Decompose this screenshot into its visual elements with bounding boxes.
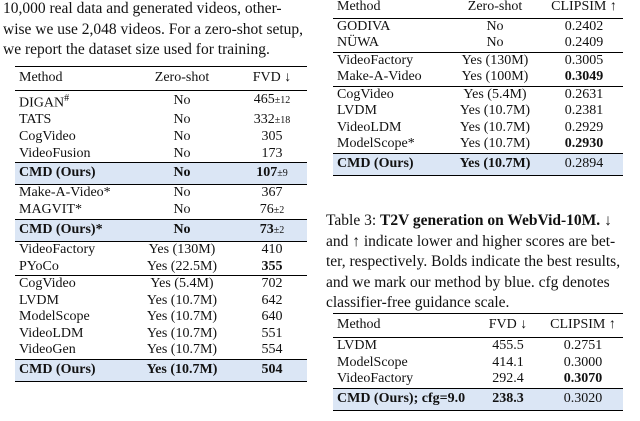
method-cell: ModelScope: [19, 309, 90, 325]
table-row: [15, 90, 307, 112]
column-header: FVD ↓: [473, 314, 543, 338]
fvd-cell: [237, 220, 307, 242]
table-row: [333, 69, 623, 86]
webvid-table-grid: [333, 313, 623, 411]
fvd-cell: [237, 309, 307, 326]
column-header: Zero-shot: [127, 66, 237, 90]
table-row: [15, 242, 307, 259]
table-row: [333, 371, 623, 388]
column-header: Method: [333, 314, 473, 338]
fvd-cell: [237, 293, 307, 310]
table-row: [15, 309, 307, 326]
zero-shot-cell: Yes (5.4M): [445, 86, 545, 103]
fvd-value: 76: [259, 201, 274, 217]
method-cell: CMD (Ours): [15, 359, 127, 381]
caption-label: Table 3:: [326, 212, 377, 229]
method-cell: GODIVA: [337, 18, 391, 34]
table-row: [15, 359, 307, 381]
zero-shot-cell: Yes (10.7M): [146, 309, 218, 325]
table-row: [333, 355, 623, 372]
fvd-cell: [237, 112, 307, 130]
caption-line-1: [326, 211, 638, 232]
header-row: [333, 0, 623, 18]
clipsim-table-grid: [333, 0, 623, 176]
clipsim-cell: 0.2409: [564, 35, 604, 50]
method-cell: VideoLDM: [337, 119, 402, 135]
fvd-cell: [237, 146, 307, 163]
fvd-std: ±2: [273, 224, 285, 236]
column-header: Method: [333, 0, 445, 18]
method-cell: PYoCo: [19, 258, 59, 274]
zero-shot-cell: No: [173, 202, 191, 218]
fvd-cell: [237, 185, 307, 202]
caption-line: classifier-free guidance scale.: [326, 294, 510, 311]
zero-shot-cell: No: [127, 185, 237, 202]
zero-shot-cell: No: [486, 35, 504, 50]
column-header: Zero-shot: [445, 0, 545, 18]
method-cell: VideoGen: [19, 342, 76, 358]
superscript: #: [64, 92, 70, 104]
fvd-std: ±12: [274, 95, 291, 107]
zero-shot-cell: Yes (130M): [127, 242, 237, 259]
zero-shot-cell: Yes (5.4M): [127, 276, 237, 293]
fvd-cell: 455.5: [492, 338, 524, 353]
table-caption: [326, 211, 638, 314]
table-row: [15, 112, 307, 130]
table-row: [333, 153, 623, 175]
zero-shot-cell: Yes (10.7M): [459, 119, 531, 135]
fvd-cell: 292.4: [492, 371, 524, 386]
caption-line: ter, respectively. Bolds indicate the best results,: [326, 253, 621, 270]
fvd-cell: 414.1: [492, 354, 524, 370]
table-row: [333, 120, 623, 137]
table-row: [333, 136, 623, 153]
table-row: [333, 388, 623, 410]
method-cell: CogVideo: [15, 276, 127, 293]
method-cell: VideoFactory: [15, 242, 127, 259]
fvd-value: 642: [261, 292, 283, 308]
method-cell: CMD (Ours): [15, 163, 127, 185]
intro-paragraph: [3, 0, 303, 61]
clipsim-cell: 0.2631: [545, 86, 623, 103]
zero-shot-cell: No: [127, 163, 237, 185]
table-row: [15, 220, 307, 242]
caption-arrow: ↓: [604, 212, 612, 229]
clipsim-cell: 0.2751: [563, 338, 603, 353]
fvd-std: ±2: [273, 204, 285, 216]
method-cell: Make-A-Video*: [15, 185, 127, 202]
method-cell: VideoLDM: [19, 325, 84, 341]
table-row: [333, 52, 623, 69]
zero-shot-cell: No: [173, 145, 191, 161]
method-cell: VideoFactory: [333, 52, 445, 69]
fvd-value: 410: [261, 242, 283, 258]
table-row: [333, 86, 623, 103]
column-header: Method: [15, 66, 127, 90]
fvd-cell: [237, 129, 307, 146]
method-cell: MAGVIT*: [19, 202, 82, 218]
intro-line: wise we use 2,048 videos. For a zero-shot setup,: [3, 20, 304, 38]
fvd-table-grid: [15, 66, 307, 382]
clipsim-cell: 0.3020: [543, 388, 623, 410]
zero-shot-cell: Yes (100M): [461, 69, 529, 84]
zero-shot-cell: Yes (22.5M): [146, 258, 218, 274]
fvd-std: ±9: [277, 167, 288, 179]
zero-shot-cell: No: [173, 129, 191, 145]
table-row: [15, 342, 307, 359]
method-cell: ModelScope: [337, 354, 408, 370]
zero-shot-cell: Yes (10.7M): [127, 359, 237, 381]
table-row: [15, 146, 307, 163]
table-row: [333, 103, 623, 120]
fvd-cell: [237, 202, 307, 220]
zero-shot-cell: Yes (10.7M): [445, 153, 545, 175]
fvd-table: [15, 66, 307, 382]
method-cell: ModelScope*: [337, 136, 415, 151]
table-row: [15, 326, 307, 343]
fvd-cell: [237, 276, 307, 293]
method-cell: LVDM: [337, 338, 377, 353]
table-row: [333, 35, 623, 52]
zero-shot-cell: Yes (10.7M): [459, 103, 531, 118]
caption-line: and we mark our method by blue. cfg denotes: [326, 273, 610, 291]
zero-shot-cell: No: [127, 220, 237, 242]
fvd-value: 305: [261, 129, 283, 145]
caption-line: and ↑ indicate lower and higher scores are bet-: [326, 232, 616, 250]
clipsim-cell: 0.3000: [563, 354, 603, 370]
fvd-value: 73: [259, 221, 274, 237]
method-cell: VideoFactory: [337, 371, 414, 386]
fvd-value: 504: [261, 361, 283, 377]
table-row: [15, 129, 307, 146]
clipsim-cell: 0.3049: [564, 69, 604, 84]
fvd-value: 355: [261, 258, 283, 274]
column-header: CLIPSIM ↑: [545, 0, 623, 18]
fvd-value: 332: [253, 111, 275, 127]
fvd-cell: [237, 259, 307, 276]
zero-shot-cell: Yes (10.7M): [459, 136, 531, 151]
fvd-cell: [237, 242, 307, 259]
method-cell: LVDM: [337, 103, 377, 118]
webvid-table: [333, 313, 623, 411]
method-cell: TATS: [19, 112, 52, 128]
fvd-value: 107: [256, 164, 278, 180]
header-row: [15, 66, 307, 90]
fvd-value: 554: [261, 342, 283, 358]
intro-line: we report the dataset size used for training.: [3, 41, 270, 58]
table-row: [15, 276, 307, 293]
fvd-value: 173: [261, 145, 283, 161]
column-header: FVD ↓: [237, 66, 307, 90]
zero-shot-cell: No: [173, 92, 191, 108]
table-row: [15, 293, 307, 310]
table-row: [15, 202, 307, 220]
method-cell: LVDM: [19, 292, 59, 308]
fvd-value: 465: [253, 92, 275, 108]
zero-shot-cell: No: [173, 112, 191, 128]
clipsim-cell: 0.3005: [545, 52, 623, 69]
zero-shot-cell: No: [486, 18, 504, 34]
clipsim-cell: 0.3070: [563, 371, 603, 386]
zero-shot-cell: Yes (10.7M): [146, 325, 218, 341]
fvd-value: 367: [261, 185, 283, 201]
table-row: [15, 259, 307, 276]
fvd-value: 551: [261, 325, 283, 341]
clipsim-cell: 0.2381: [564, 103, 604, 118]
caption-title: T2V generation on WebVid-10M.: [380, 212, 601, 229]
fvd-value: 640: [261, 309, 283, 325]
method-cell: Make-A-Video: [337, 69, 422, 84]
zero-shot-cell: Yes (10.7M): [146, 292, 218, 308]
fvd-cell: [237, 90, 307, 112]
fvd-cell: [237, 326, 307, 343]
fvd-cell: [237, 163, 307, 185]
method-cell: DIGAN#: [19, 92, 70, 111]
clipsim-cell: 0.2894: [545, 153, 623, 175]
zero-shot-cell: Yes (10.7M): [146, 342, 218, 358]
method-cell: CMD (Ours)*: [15, 220, 127, 242]
table-row: [333, 338, 623, 355]
method-cell: NÜWA: [337, 35, 379, 50]
method-cell: CogVideo: [19, 129, 76, 145]
zero-shot-cell: Yes (130M): [445, 52, 545, 69]
method-cell: CogVideo: [333, 86, 445, 103]
table-row: [333, 18, 623, 35]
fvd-cell: [237, 342, 307, 359]
clipsim-cell: 0.2930: [564, 136, 604, 151]
table-row: [15, 185, 307, 202]
intro-line: 10,000 real data and generated videos, other-: [3, 0, 282, 17]
clipsim-cell: 0.2402: [564, 18, 604, 34]
column-header: CLIPSIM ↑: [543, 314, 623, 338]
fvd-cell: 238.3: [473, 388, 543, 410]
method-cell: CMD (Ours); cfg=9.0: [333, 388, 473, 410]
method-cell: VideoFusion: [19, 145, 91, 161]
table-row: [15, 163, 307, 185]
clipsim-table: [333, 0, 623, 176]
clipsim-cell: 0.2929: [564, 119, 604, 135]
fvd-cell: [237, 359, 307, 381]
fvd-std: ±18: [274, 114, 291, 126]
method-cell: CMD (Ours): [333, 153, 445, 175]
fvd-value: 702: [261, 276, 283, 292]
header-row: [333, 314, 623, 338]
